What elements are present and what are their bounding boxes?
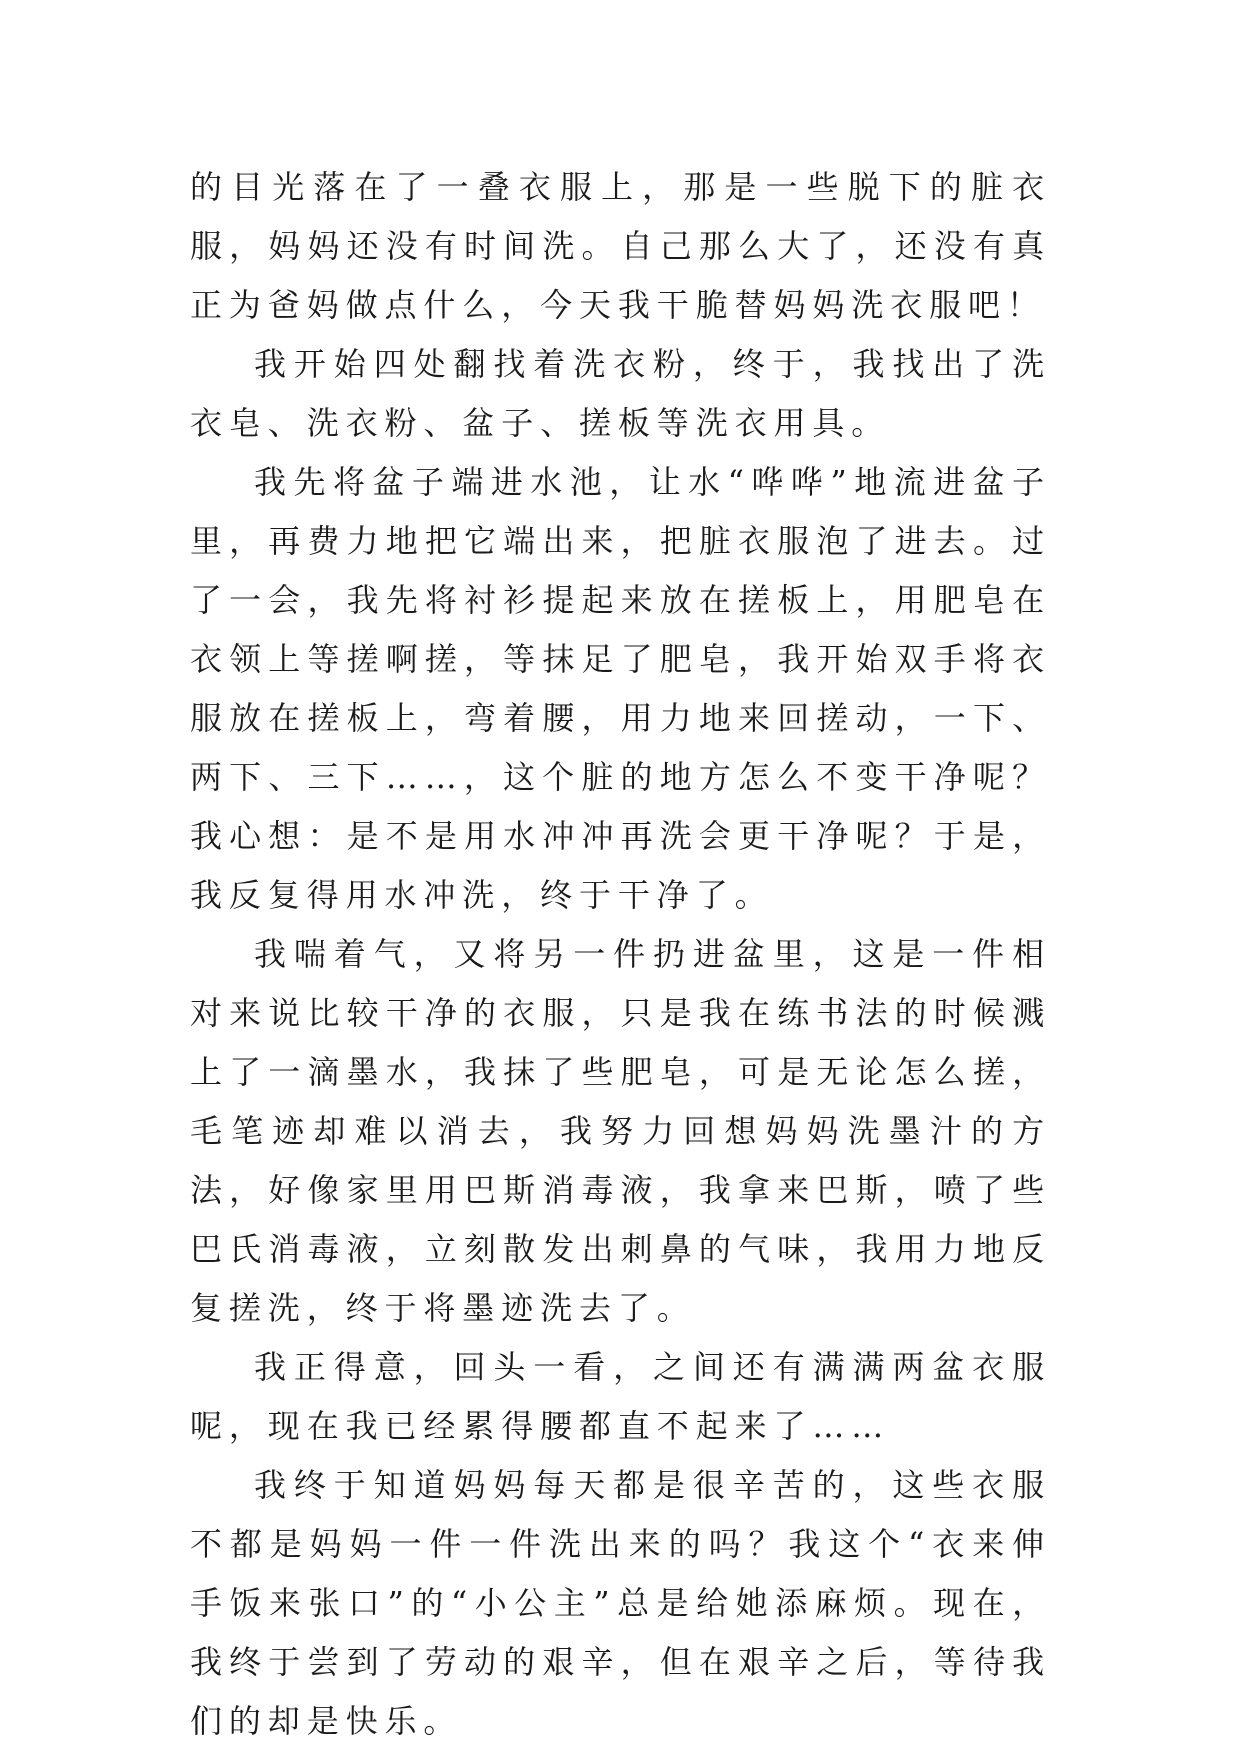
document-body xyxy=(190,158,1051,1751)
paragraph: 我喘着气，又将另一件扔进盆里，这是一件相对来说比较干净的衣服，只是我在练书法的时候溅上了一滴墨水，我抹了些肥皂，可是无论怎么搓，毛笔迹却难以消去，我努力回想妈妈洗墨汁的方法，好像家里用巴斯消毒液，我拿来巴斯，喷了些巴氏消毒液，立刻散发出刺鼻的气味，我用力地反复搓洗，终于将墨迹洗去了。 xyxy=(190,935,1051,1327)
paragraph: 我终于知道妈妈每天都是很辛苦的，这些衣服不都是妈妈一件一件洗出来的吗？我这个“衣来伸手饭来张口”的“小公主”总是给她添麻烦。现在，我终于尝到了劳动的艰辛，但在艰辛之后，等待我们的却是快乐。 xyxy=(190,1466,1051,1740)
paragraph: 我开始四处翻找着洗衣粉，终于，我找出了洗衣皂、洗衣粉、盆子、搓板等洗衣用具。 xyxy=(190,345,1051,442)
paragraph: 我正得意，回头一看，之间还有满满两盆衣服呢，现在我已经累得腰都直不起来了…… xyxy=(190,1348,1051,1445)
paragraph-continuation: 的目光落在了一叠衣服上，那是一些脱下的脏衣服，妈妈还没有时间洗。自己那么大了，还没有真正为爸妈做点什么，今天我干脆替妈妈洗衣服吧！ xyxy=(190,168,1051,324)
paragraph: 我先将盆子端进水池，让水“哗哗”地流进盆子里，再费力地把它端出来，把脏衣服泡了进去。过了一会，我先将衬衫提起来放在搓板上，用肥皂在衣领上等搓啊搓，等抹足了肥皂，我开始双手将衣服放在搓板上，弯着腰，用力地来回搓动，一下、两下、三下……，这个脏的地方怎么不变干净呢？我心想：是不是用水冲冲再洗会更干净呢？于是，我反复得用水冲洗，终于干净了。 xyxy=(190,463,1051,914)
